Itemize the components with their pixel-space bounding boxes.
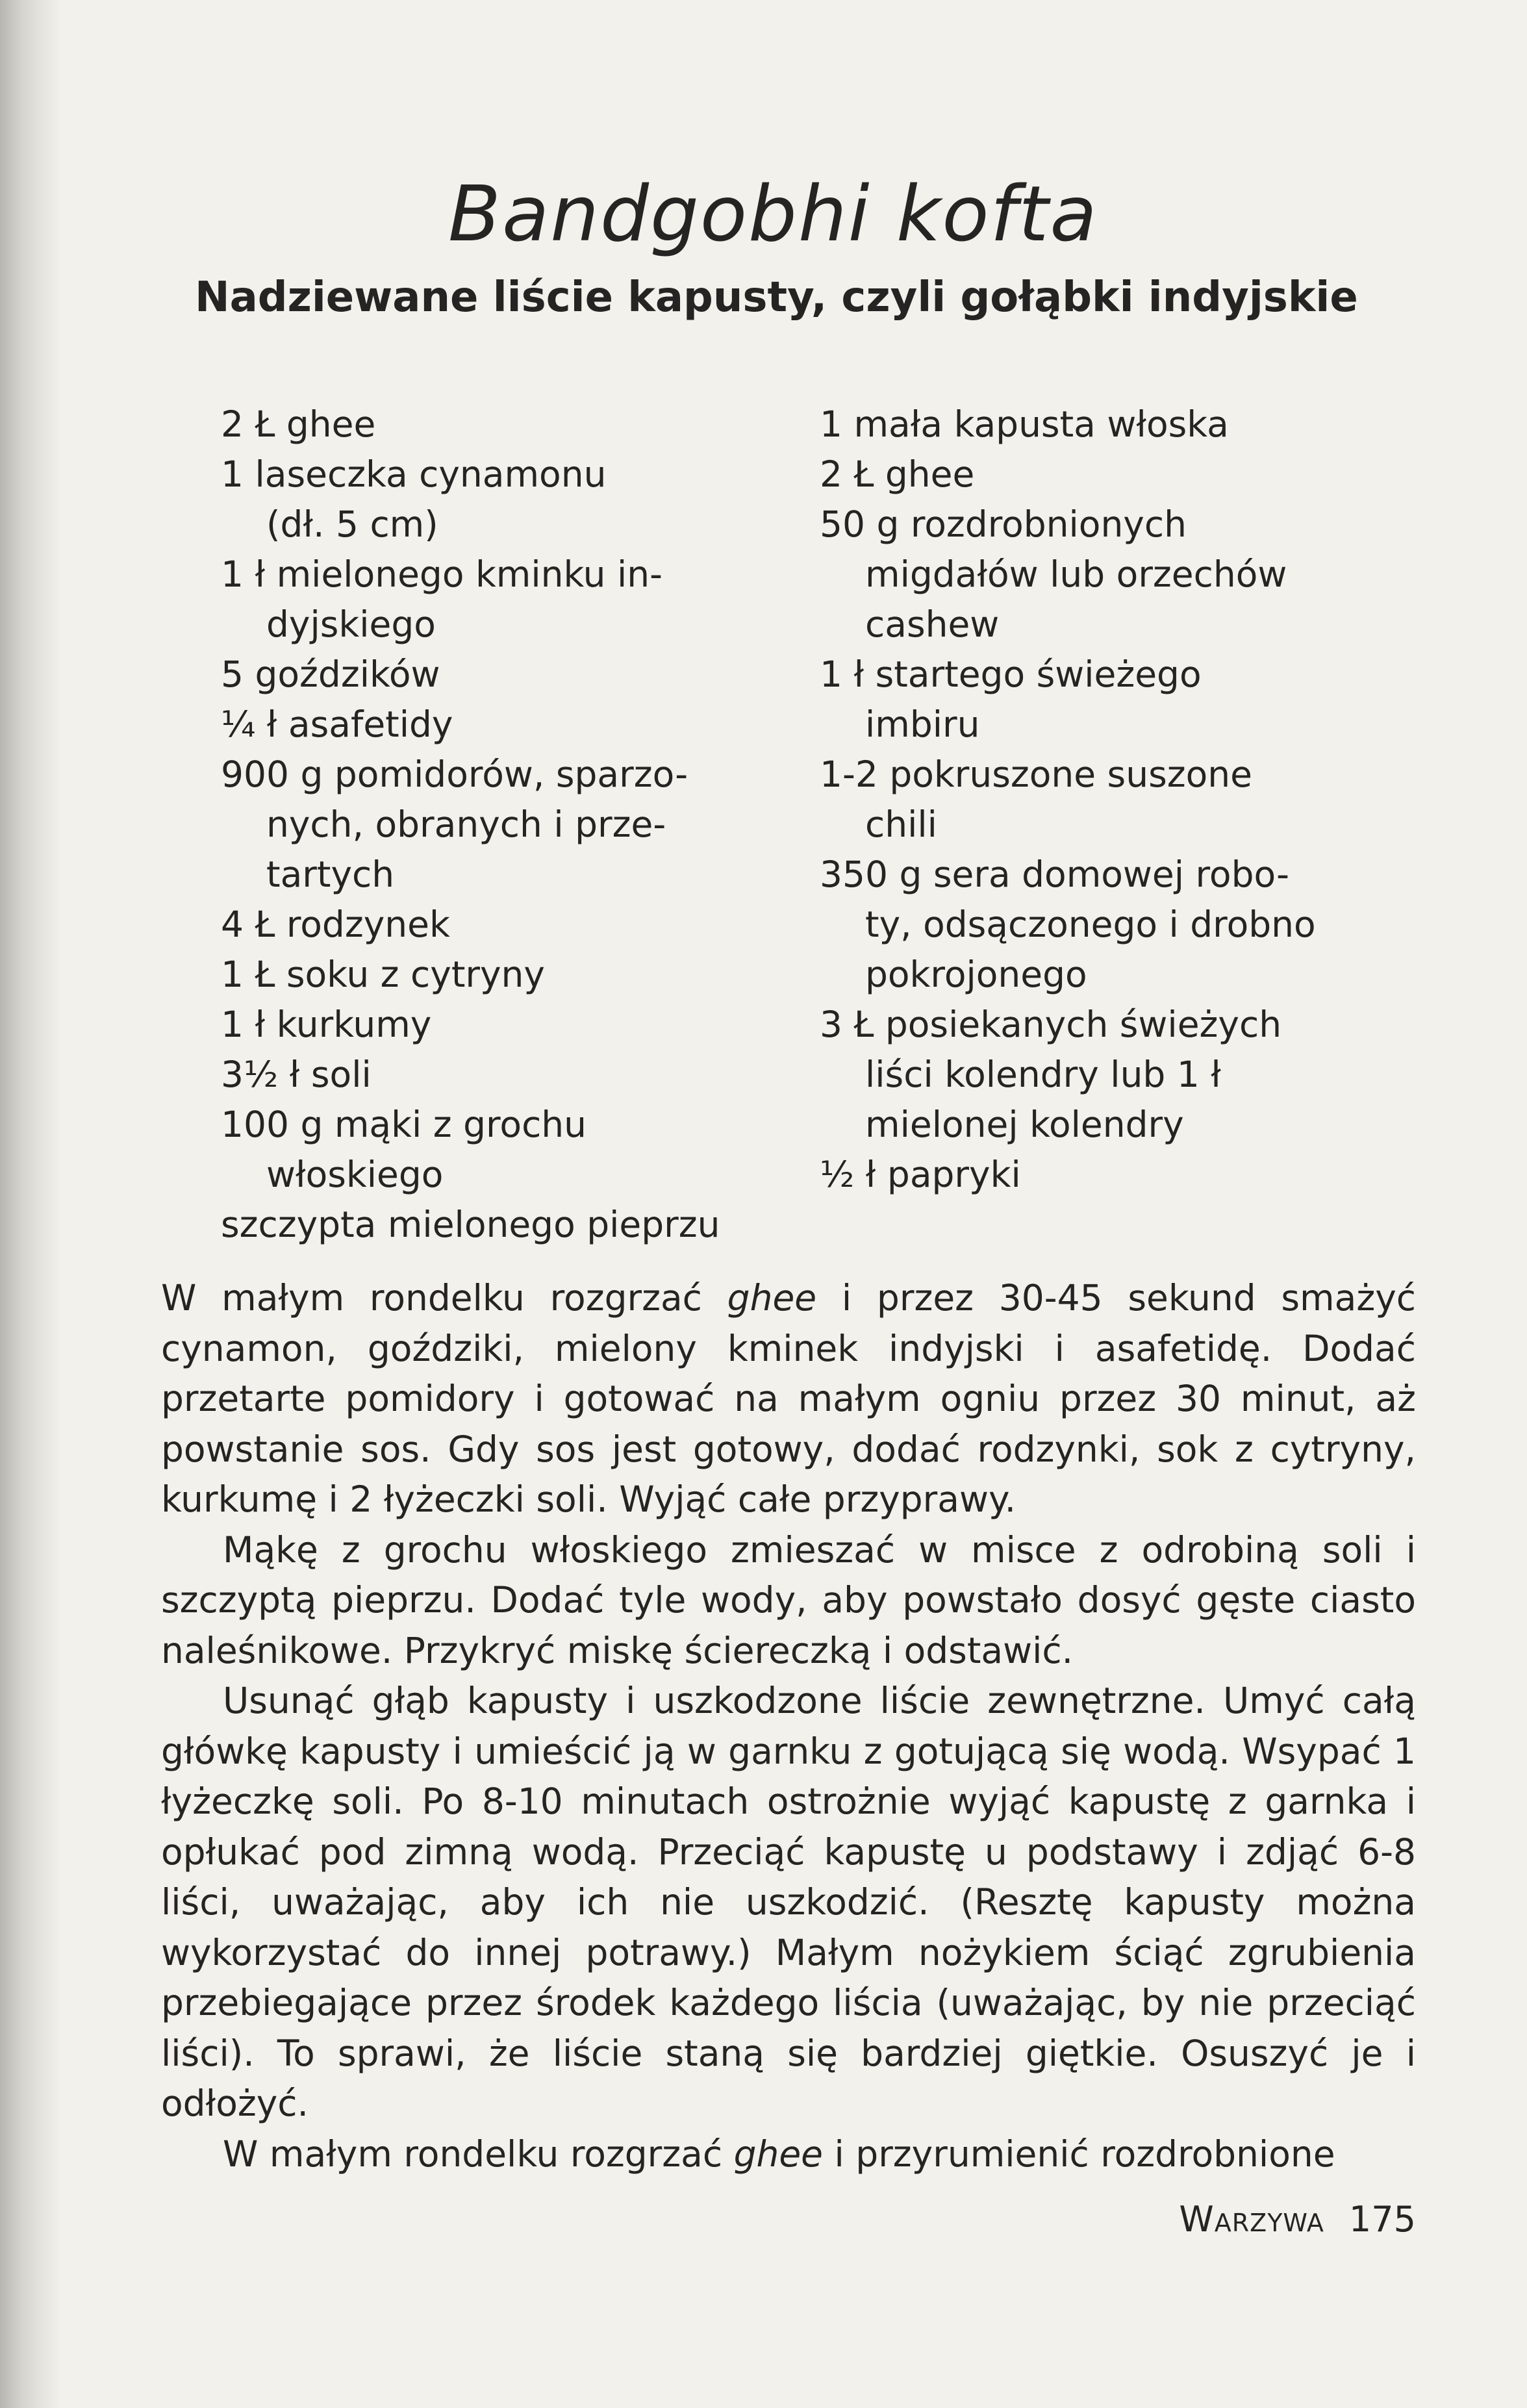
ingredient-item: ½ ł papryki <box>820 1154 1021 1195</box>
ingredient-item: 2 Ł ghee <box>221 403 376 445</box>
instruction-paragraph <box>161 1525 1416 1677</box>
page-number: 175 <box>1348 2199 1416 2240</box>
ingredient-item: ¼ ł asafetidy <box>221 703 453 745</box>
paragraph-text: i przez 30-45 sekund smażyć cynamon, goździki, mielony kminek indyjski i asafetidę. Dodać przetarte pomidory i gotować na małym ogniu przez 30 minut, aż powstanie sos. Gdy sos jest gotowy, dodać rodzynki, sok z cytryny, kurkumę i 2 łyżeczki soli. Wyjąć całe przyprawy. <box>161 1277 1416 1520</box>
ingredient-item: 4 Ł rodzynek <box>221 904 450 945</box>
ingredient-item: 3½ ł soli <box>221 1054 372 1095</box>
ingredients-right-column <box>820 399 1404 1200</box>
ingredient-item: 1 mała kapusta włoska <box>820 403 1229 445</box>
ingredient-item: 1 ł startego świeżego imbiru <box>820 653 1202 745</box>
ingredient-emphasis: ghee <box>733 2133 824 2175</box>
ingredient-item: 3 Ł posiekanych świeżych liści kolendry lub 1 ł mielonej kolendry <box>820 1004 1282 1145</box>
ingredient-emphasis: ghee <box>727 1277 817 1319</box>
ingredient-item: 1 ł kurkumy <box>221 1004 432 1045</box>
ingredient-item: 1 Ł soku z cytryny <box>221 954 545 995</box>
ingredient-item: 900 g pomidorów, sparzo- nych, obranych i prze- tartych <box>221 754 688 895</box>
recipe-title: Bandgobhi kofta <box>448 169 1098 259</box>
page-footer <box>1104 2199 1416 2240</box>
ingredient-item: 350 g sera domowej robo- ty, odsączonego i drobno pokrojonego <box>820 854 1316 995</box>
ingredient-item: szczypta mielonego pieprzu <box>221 1204 720 1245</box>
ingredient-item: 1 laseczka cynamonu (dł. 5 cm) <box>221 453 607 545</box>
ingredients-left-column <box>221 399 779 1250</box>
section-name: Warzywa <box>1179 2199 1324 2240</box>
instruction-paragraph <box>161 1273 1416 1525</box>
paragraph-text: Mąkę z grochu włoskiego zmieszać w misce z odrobiną soli i szczyptą pieprzu. Dodać tyle wody, aby powstało dosyć gęste ciasto naleśnikowe. Przykryć miskę ściereczką i odstawić. <box>161 1528 1416 1671</box>
instruction-paragraph <box>161 1676 1416 2129</box>
paragraph-text: i przyrumienić rozdrobnione <box>823 2133 1335 2175</box>
ingredient-item: 2 Ł ghee <box>820 453 975 495</box>
recipe-subtitle: Nadziewane liście kapusty, czyli gołąbki indyjskie <box>195 273 1358 322</box>
paragraph-text: W małym rondelku rozgrzać <box>161 1277 727 1319</box>
ingredient-item: 5 goździków <box>221 653 440 695</box>
ingredient-item: 100 g mąki z grochu włoskiego <box>221 1104 587 1195</box>
instruction-paragraph <box>161 2129 1416 2180</box>
paragraph-text: W małym rondelku rozgrzać <box>223 2133 734 2175</box>
ingredient-item: 1-2 pokruszone suszone chili <box>820 754 1252 845</box>
ingredient-item: 1 ł mielonego kminku in- dyjskiego <box>221 553 663 645</box>
ingredient-item: 50 g rozdrobnionych migdałów lub orzechów cashew <box>820 503 1287 645</box>
paragraph-text: Usunąć głąb kapusty i uszkodzone liście zewnętrzne. Umyć całą główkę kapusty i umieścić ją w garnku z gotującą się wodą. Wsypać 1 łyżeczkę soli. Po 8-10 minutach ostrożnie wyjąć kapustę z garnka i opłukać pod zimną wodą. Przeciąć kapustę u podstawy i zdjąć 6-8 liści, uważając, aby ich nie uszkodzić. (Resztę kapusty można wykorzystać do innej potrawy.) Małym nożykiem ściąć zgrubienia przebiegające przez środek każdego liścia (uważając, by nie przeciąć liści). To sprawi, że liście staną się bardziej giętkie. Osuszyć je i odłożyć. <box>161 1680 1416 2124</box>
recipe-instructions <box>161 1273 1416 2179</box>
